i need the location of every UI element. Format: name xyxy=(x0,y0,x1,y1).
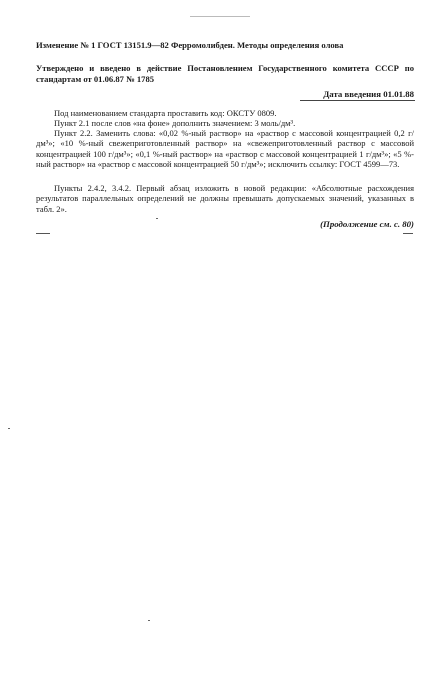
paragraph-item-2-2: Пункт 2.2. Заменить слова: «0,02 %-ный раствор» на «раствор с массовой концентрацией 0,2 г/дм³»; «10 %-ный свежеприготовленный раствор» на «свежеприготовленный раствор с массовой концентрацией 100 г/дм³»; «0,1 %-ный раствор» на «раствор с массовой концентрацией 1 г/дм³»; «5 %-ный раствор» на «раствор с массовой концентрацией 50 г/дм³»; исключить ссылку: ГОСТ 4599—73. xyxy=(36,128,414,170)
bottom-rule-right xyxy=(403,233,413,234)
paragraph-items-2-4-2-3-4-2: Пункты 2.4.2, 3.4.2. Первый абзац изложить в новой редакции: «Абсолютные расхождения результатов параллельных определений не должны превышать допускаемых значений, указанных в табл. 2». xyxy=(36,183,414,214)
approval-statement: Утверждено и введено в действие Постановлением Государственного комитета СССР по стандартам от 01.06.87 № 1785 xyxy=(36,63,414,84)
date-underline xyxy=(300,100,415,101)
scan-speck xyxy=(148,620,150,621)
continuation-note: (Продолжение см. с. 80) xyxy=(320,219,414,229)
amendment-title: Изменение № 1 ГОСТ 13151.9—82 Ферромолибден. Методы определения олова xyxy=(36,40,344,50)
bottom-rule-left xyxy=(36,233,50,234)
paragraph-okstu-code: Под наименованием стандарта проставить код: ОКСТУ 0809. xyxy=(54,108,277,118)
paragraph-item-2-1: Пункт 2.1 после слов «на фоне» дополнить значением: 3 моль/дм³. xyxy=(54,118,296,128)
scan-speck xyxy=(156,218,158,219)
top-edge-mark xyxy=(190,16,250,17)
effective-date: Дата введения 01.01.88 xyxy=(323,89,414,99)
scan-speck xyxy=(8,428,10,429)
